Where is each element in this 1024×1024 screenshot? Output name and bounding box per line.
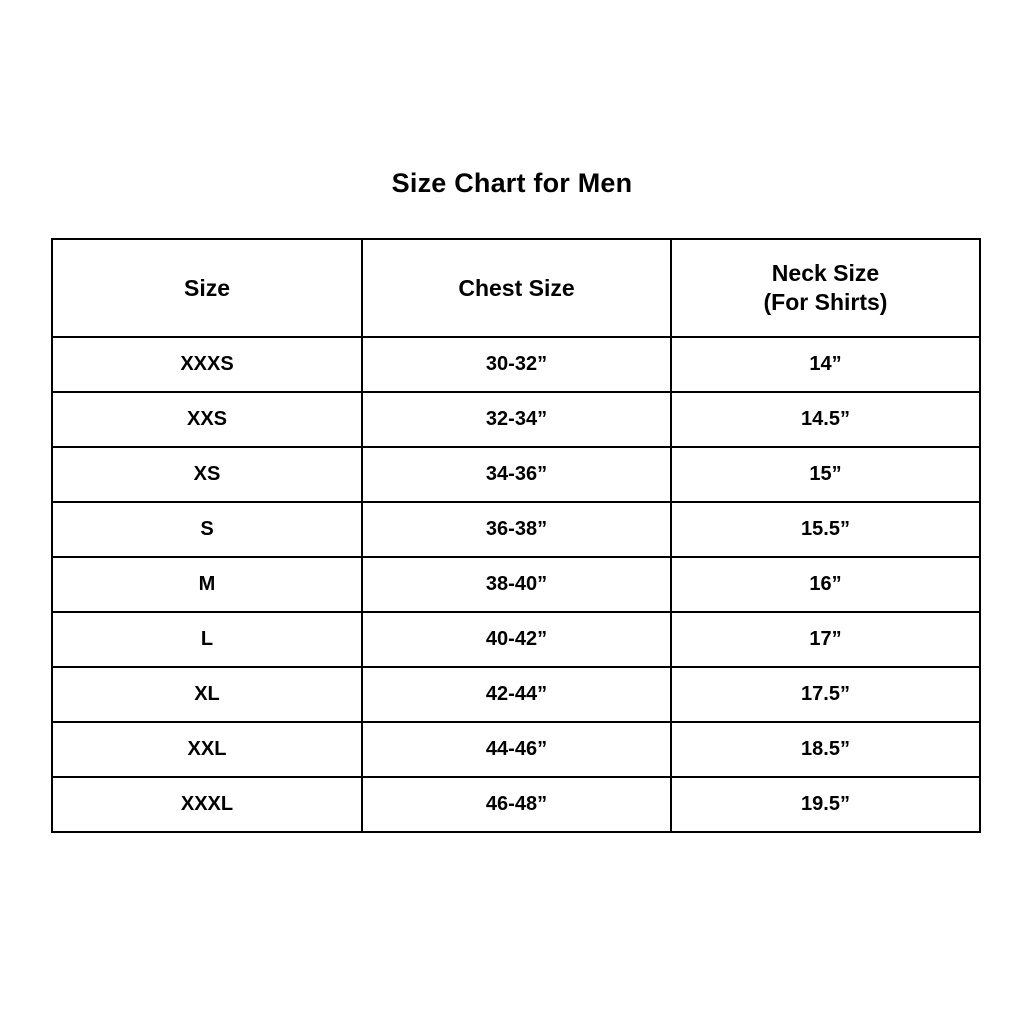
cell-chest: 44-46” xyxy=(362,722,671,777)
column-header-neck-sublabel: (For Shirts) xyxy=(763,289,888,315)
column-header-neck-label: Neck Size xyxy=(771,260,880,287)
table-row xyxy=(52,392,980,447)
cell-chest: 42-44” xyxy=(362,667,671,722)
table-header xyxy=(52,239,980,337)
table-row xyxy=(52,777,980,832)
table-body xyxy=(52,337,980,832)
cell-neck: 16” xyxy=(671,557,980,612)
cell-chest: 40-42” xyxy=(362,612,671,667)
cell-size: XL xyxy=(52,667,362,722)
cell-neck: 18.5” xyxy=(671,722,980,777)
table-row xyxy=(52,502,980,557)
table-row xyxy=(52,612,980,667)
cell-chest: 38-40” xyxy=(362,557,671,612)
cell-neck: 15.5” xyxy=(671,502,980,557)
table-row xyxy=(52,337,980,392)
cell-size: XXXL xyxy=(52,777,362,832)
cell-chest: 32-34” xyxy=(362,392,671,447)
table-row xyxy=(52,447,980,502)
column-header-chest xyxy=(362,239,671,337)
cell-neck: 17” xyxy=(671,612,980,667)
cell-size: S xyxy=(52,502,362,557)
page-title: Size Chart for Men xyxy=(391,168,633,198)
column-header-neck xyxy=(671,239,980,337)
cell-size: M xyxy=(52,557,362,612)
table-row xyxy=(52,722,980,777)
column-header-size-label: Size xyxy=(183,274,231,301)
column-header-chest-label: Chest Size xyxy=(458,274,575,301)
cell-neck: 14.5” xyxy=(671,392,980,447)
cell-size: XS xyxy=(52,447,362,502)
cell-neck: 17.5” xyxy=(671,667,980,722)
table-row xyxy=(52,557,980,612)
cell-neck: 14” xyxy=(671,337,980,392)
cell-neck: 19.5” xyxy=(671,777,980,832)
cell-chest: 34-36” xyxy=(362,447,671,502)
cell-neck: 15” xyxy=(671,447,980,502)
cell-size: XXL xyxy=(52,722,362,777)
cell-chest: 30-32” xyxy=(362,337,671,392)
cell-size: XXXS xyxy=(52,337,362,392)
cell-size: XXS xyxy=(52,392,362,447)
column-header-size xyxy=(52,239,362,337)
table-header-row xyxy=(52,239,980,337)
cell-chest: 36-38” xyxy=(362,502,671,557)
table-row xyxy=(52,667,980,722)
cell-size: L xyxy=(52,612,362,667)
size-chart-table xyxy=(51,238,981,833)
cell-chest: 46-48” xyxy=(362,777,671,832)
